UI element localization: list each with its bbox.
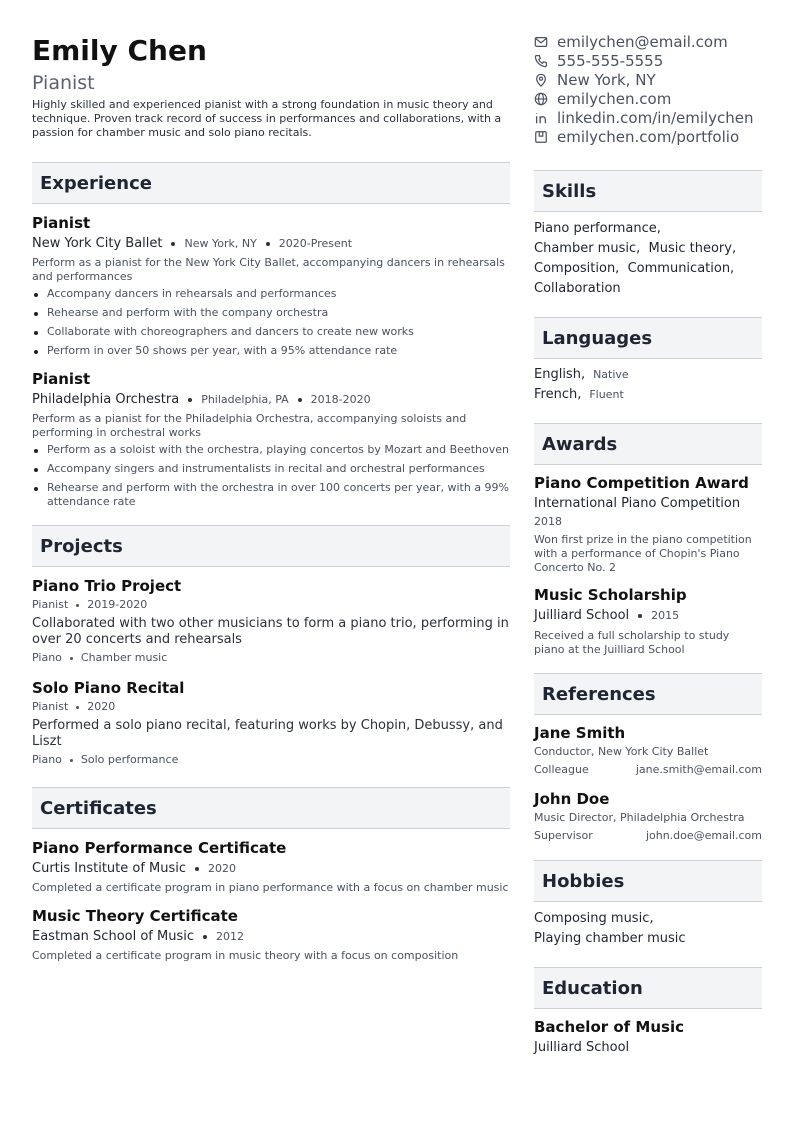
separator-dot [70,759,73,762]
language-item [534,385,762,405]
job-org: Philadelphia Orchestra [32,392,180,407]
contact-text: 555-555-5555 [557,51,664,70]
project-title: Piano Trio Project [32,577,182,595]
education-school: Juilliard School [534,1040,630,1055]
job-org: New York City Ballet [32,236,163,251]
job-meta [32,235,510,253]
certificate-meta [32,928,510,946]
job-bullet: Rehearse and perform with the orchestra in over 100 concerts per year, with a 99% attendance rate [32,481,510,509]
award-year: 2018 [534,515,562,528]
award-year: 2015 [651,609,680,622]
contact-location [534,70,762,89]
project-tag: Chamber music [80,651,168,664]
hobby-item: Composing music, [534,911,654,926]
contact-phone[interactable] [534,51,762,70]
award-title: Piano Competition Award [534,474,749,492]
project-tag: Piano [32,753,62,766]
project-role: Pianist [32,598,69,611]
award-description: Received a full scholarship to study piano at the Juilliard School [534,629,730,656]
right-column [534,32,762,1056]
job-bullet: Rehearse and perform with the company orchestra [32,306,510,320]
project-tag: Solo performance [80,753,179,766]
separator-dot [266,242,270,246]
linkedin-icon [534,111,548,125]
reference-name: John Doe [534,790,610,808]
education-heading: Education [534,967,762,1009]
experience-heading: Experience [32,162,510,204]
reference-relation: Supervisor [534,829,593,842]
contact-text: emilychen.com [557,89,672,108]
certificate-year: 2020 [208,862,237,875]
skill-item: Music theory, [648,241,737,256]
contact-text: linkedin.com/in/emilychen [557,108,754,127]
skill-item: Collaboration [534,281,621,296]
hobby-item: Playing chamber music [534,931,686,946]
separator-dot [298,398,302,402]
certificate-description: Completed a certificate program in piano performance with a focus on chamber music [32,881,509,894]
languages-list [534,365,762,405]
hobbies-heading: Hobbies [534,860,762,902]
language-level: Native [593,368,629,381]
project-tags [32,651,510,665]
reference-details [534,763,762,777]
projects-heading: Projects [32,525,510,567]
reference-name: Jane Smith [534,724,626,742]
portfolio-icon [534,130,548,144]
project-tag: Piano [32,651,62,664]
job-bullet: Accompany dancers in rehearsals and performances [32,287,510,301]
separator-dot [195,867,199,871]
certificate-item [32,907,510,963]
certificate-title: Music Theory Certificate [32,907,238,925]
certificate-org: Eastman School of Music [32,929,194,944]
location-icon [534,73,548,87]
award-org: Juilliard School [534,608,630,623]
summary: Highly skilled and experienced pianist with a strong foundation in music theory and technique. Proven track record of success in performances and collaborations, with a passion for chamber music and solo piano recitals. [32,98,502,139]
job-location: New York, NY [184,237,257,250]
languages-heading: Languages [534,317,762,359]
reference-position: Conductor, New York City Ballet [534,745,709,758]
project-description: Collaborated with two other musicians to form a piano trio, performing in over 20 concerts and rehearsals [32,616,509,647]
project-role: Pianist [32,700,69,713]
separator-dot [203,935,207,939]
phone-icon [534,54,548,68]
project-dates: 2019-2020 [87,598,148,611]
project-item [32,679,510,767]
contact-portfolio[interactable] [534,127,762,146]
reference-email[interactable]: jane.smith@email.com [635,763,762,776]
skill-item: Composition, [534,261,620,276]
awards-heading: Awards [534,423,762,465]
job-location: Philadelphia, PA [201,393,289,406]
reference-position: Music Director, Philadelphia Orchestra [534,811,745,824]
skill-item: Piano performance, [534,221,661,236]
reference-details [534,829,762,843]
job-bullet: Perform as a soloist with the orchestra, playing concertos by Mozart and Beethoven [32,443,510,457]
separator-dot [76,706,79,709]
job-dates: 2018-2020 [310,393,371,406]
job-bullet: Perform in over 50 shows per year, with a 95% attendance rate [32,344,510,358]
language-name: French, [534,387,582,402]
project-meta [32,700,510,714]
contact-text: emilychen.com/portfolio [557,127,740,146]
award-item [534,474,762,575]
job-description: Perform as a pianist for the New York City Ballet, accompanying dancers in rehearsals and performances [32,256,505,283]
separator-dot [638,614,642,618]
award-title: Music Scholarship [534,586,687,604]
project-title: Solo Piano Recital [32,679,185,697]
certificate-meta [32,860,510,878]
contact-email[interactable] [534,32,762,51]
skill-item: Chamber music, [534,241,641,256]
experience-item [32,370,510,509]
references-heading: References [534,673,762,715]
award-item [534,586,762,657]
contact-list [534,32,762,146]
email-icon [534,35,548,49]
reference-relation: Colleague [534,763,589,776]
project-description: Performed a solo piano recital, featuring works by Chopin, Debussy, and Liszt [32,718,503,749]
certificates-heading: Certificates [32,787,510,829]
job-bullet: Collaborate with choreographers and dancers to create new works [32,325,510,339]
skills-list [534,219,762,299]
separator-dot [188,398,192,402]
job-title: Pianist [32,214,91,232]
project-tags [32,753,510,767]
contact-text: New York, NY [557,70,656,89]
reference-email[interactable]: john.doe@email.com [645,829,762,842]
certificate-item [32,839,510,895]
language-level: Fluent [589,388,624,401]
candidate-name: Emily Chen [32,34,207,67]
project-meta [32,598,510,612]
experience-item [32,214,510,358]
separator-dot [70,657,73,660]
job-bullets [32,443,510,509]
globe-icon [534,92,548,106]
separator-dot [76,604,79,607]
skills-heading: Skills [534,170,762,212]
job-meta [32,391,510,409]
award-description: Won first prize in the piano competition with a performance of Chopin's Piano Concerto No. 2 [534,533,752,574]
language-item [534,365,762,385]
contact-text: emilychen@email.com [557,32,728,51]
project-item [32,577,510,665]
contact-linkedin[interactable] [534,108,762,127]
contact-website[interactable] [534,89,762,108]
separator-dot [171,242,175,246]
award-org: International Piano Competition [534,496,741,511]
job-title: Pianist [32,370,91,388]
certificate-year: 2012 [216,930,244,943]
education-item [534,1018,762,1056]
job-bullets [32,287,510,358]
candidate-title: Pianist [32,72,95,94]
reference-item [534,724,762,777]
job-description: Perform as a pianist for the Philadelphia Orchestra, accompanying soloists and performing in orchestral works [32,412,467,439]
certificate-description: Completed a certificate program in music theory with a focus on composition [32,949,459,962]
hobbies-list [534,909,762,949]
job-bullet: Accompany singers and instrumentalists in recital and orchestral performances [32,462,510,476]
reference-item [534,790,762,843]
job-dates: 2020-Present [278,237,353,250]
education-degree: Bachelor of Music [534,1018,684,1036]
certificate-org: Curtis Institute of Music [32,861,187,876]
project-dates: 2020 [87,700,116,713]
certificate-title: Piano Performance Certificate [32,839,287,857]
skill-item: Communication, [627,261,735,276]
left-column [32,34,510,963]
language-name: English, [534,367,586,382]
award-meta [534,607,762,625]
